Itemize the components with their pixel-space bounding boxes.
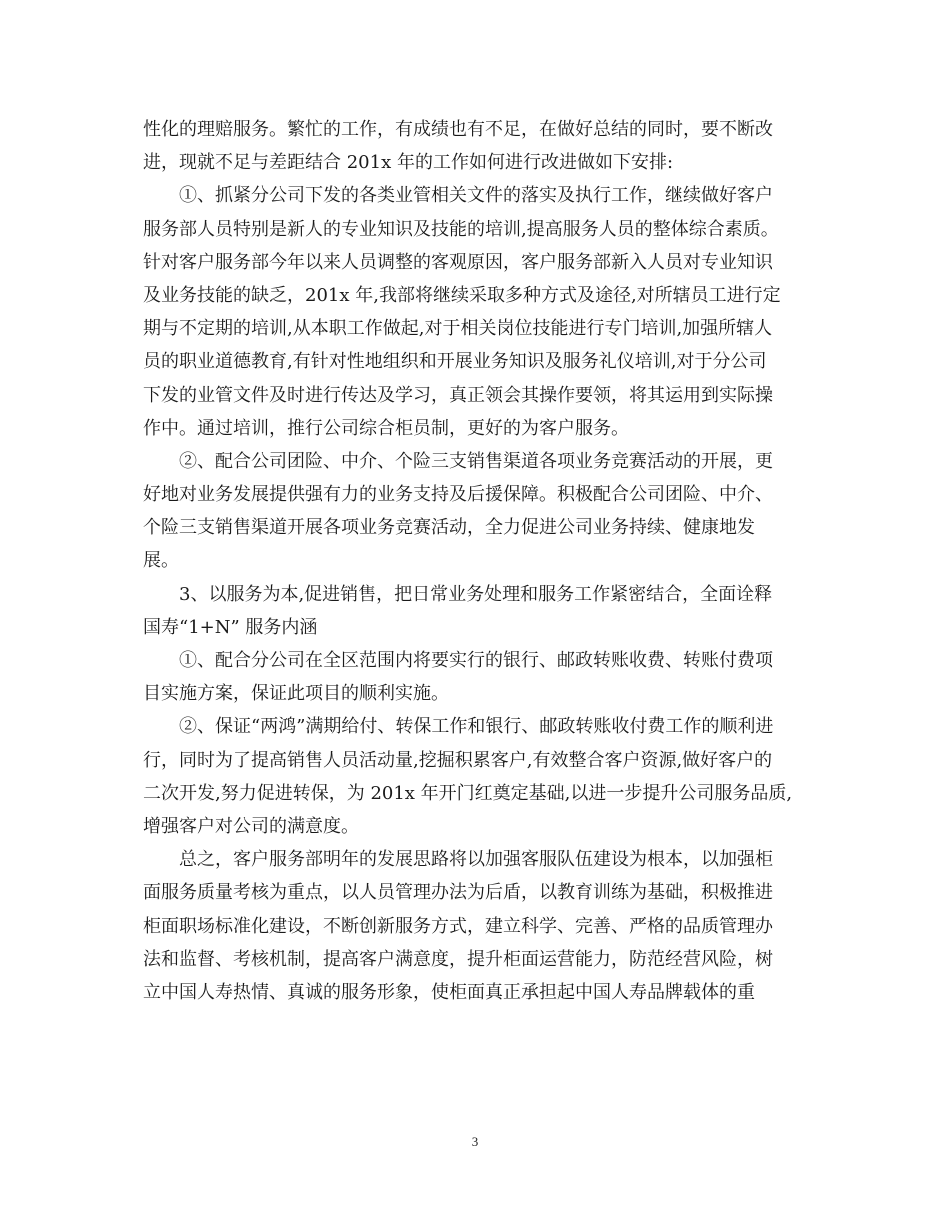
text-line: 及业务技能的缺乏，201x 年,我部将继续采取多种方式及途径,对所辖员工进行定 — [143, 284, 781, 306]
paragraph-start-line: ①、配合分公司在全区范围内将要实行的银行、邮政转账收费、转账付费项 — [179, 650, 773, 671]
text-line: 行，同时为了提高销售人员活动量,挖掘积累客户,有效整合客户资源,做好客户的 — [143, 749, 773, 771]
text-line: 服务部人员特别是新人的专业知识及技能的培训,提高服务人员的整体综合素质。 — [143, 218, 779, 240]
paragraph-start-line: 总之，客户服务部明年的发展思路将以加强客服队伍建设为根本，以加强柜 — [179, 849, 773, 871]
text-line: 个险三支销售渠道开展各项业务竞赛活动，全力促进公司业务持续、健康地发 — [143, 517, 755, 539]
paragraph-start-line: ②、配合公司团险、中介、个险三支销售渠道各项业务竞赛活动的开展，更 — [179, 450, 773, 472]
text-line: 柜面职场标准化建设，不断创新服务方式，建立科学、完善、严格的品质管理办 — [143, 915, 773, 937]
text-line: 进，现就不足与差距结合 201x 年的工作如何进行改进做如下安排: — [143, 152, 674, 174]
paragraph-start-line: ②、保证“两鸿”满期给付、转保工作和银行、邮政转账收付费工作的顺利进 — [179, 716, 774, 738]
text-line: 面服务质量考核为重点，以人员管理办法为后盾，以教育训练为基础，积极推进 — [143, 882, 773, 904]
document-body — [143, 113, 803, 1009]
text-line: 作中。通过培训，推行公司综合柜员制，更好的为客户服务。 — [143, 417, 629, 439]
text-line: 目实施方案，保证此项目的顺利实施。 — [143, 683, 449, 705]
text-line: 期与不定期的培训,从本职工作做起,对于相关岗位技能进行专门培训,加强所辖人 — [143, 318, 773, 340]
text-line: 二次开发,努力促进转保，为 201x 年开门红奠定基础,以进一步提升公司服务品质, — [143, 782, 793, 804]
text-line: 员的职业道德教育,有针对性地组织和开展业务知识及服务礼仪培训,对于分公司 — [143, 351, 767, 373]
text-line: 展。 — [143, 550, 179, 572]
text-line: 增强客户对公司的满意度。 — [143, 815, 359, 837]
text-line: 国寿“1+N” 服务内涵 — [143, 616, 318, 638]
text-line: 下发的业管文件及时进行传达及学习，真正领会其操作要领，将其运用到实际操 — [143, 384, 773, 406]
text-line: 法和监督、考核机制，提高客户满意度，提升柜面运营能力，防范经营风险，树 — [143, 948, 773, 970]
text-line: 好地对业务发展提供强有力的业务支持及后援保障。积极配合公司团险、中介、 — [143, 484, 773, 506]
paragraph-start-line: ①、抓紧分公司下发的各类业管相关文件的落实及执行工作，继续做好客户 — [179, 185, 773, 207]
text-line: 针对客户服务部今年以来人员调整的客观原因，客户服务部新入人员对专业知识 — [143, 251, 773, 273]
text-line: 性化的理赔服务。繁忙的工作，有成绩也有不足，在做好总结的同时，要不断改 — [143, 119, 773, 140]
paragraph-start-line: 3、以服务为本,促进销售，把日常业务处理和服务工作紧密结合，全面诠释 — [179, 583, 773, 605]
text-line: 立中国人寿热情、真诚的服务形象，使柜面真正承担起中国人寿品牌载体的重 — [143, 981, 755, 1003]
page-number: 3 — [471, 1134, 479, 1149]
